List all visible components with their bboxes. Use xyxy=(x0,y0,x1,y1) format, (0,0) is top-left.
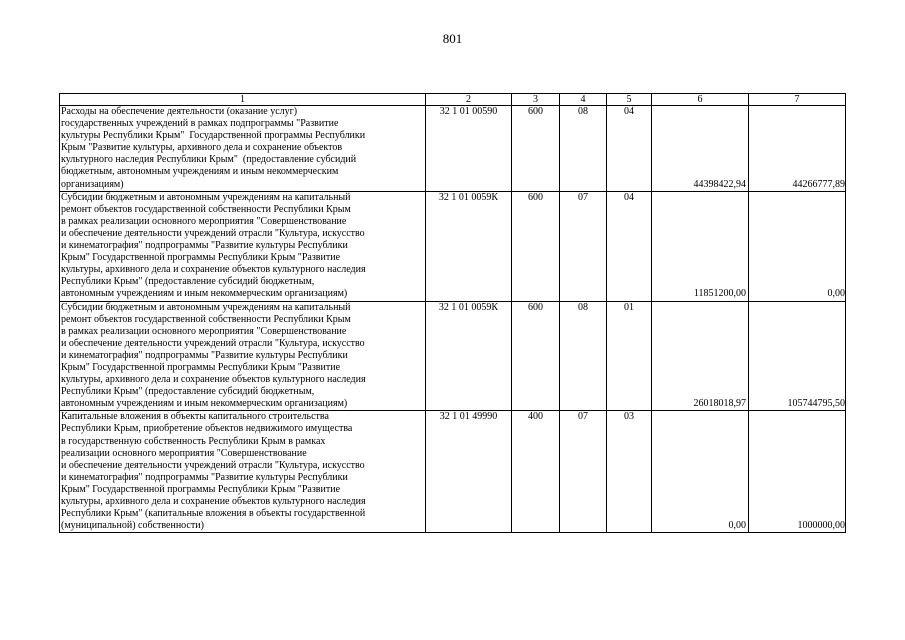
row-amount-col7: 1000000,00 xyxy=(749,411,846,533)
row-amount-col7: 105744795,50 xyxy=(749,301,846,411)
column-header-3: 3 xyxy=(512,94,560,106)
column-header-7: 7 xyxy=(749,94,846,106)
page-number: 801 xyxy=(442,31,463,46)
row-description: Расходы на обеспечение деятельности (оказание услуг) государственных учреждений в рамках подпрограммы "Развитие культуры Республики Крым" Государственной программы Республики Крым "Развитие культуры, архивного дела и сохранение объектов культурного наследия Республики Крым" (предоставление субсидий бюджетным, автономным учреждениям и иным некоммерческим организациям) xyxy=(60,106,426,192)
row-amount-col6: 44398422,94 xyxy=(652,106,749,192)
row-amount-col7: 44266777,89 xyxy=(749,106,846,192)
column-header-5: 5 xyxy=(607,94,652,106)
table-row xyxy=(60,106,846,192)
row-subsection: 04 xyxy=(607,106,652,192)
table-row xyxy=(60,191,846,301)
row-amount-col7: 0,00 xyxy=(749,191,846,301)
row-section: 07 xyxy=(560,411,607,533)
table-header-row xyxy=(60,94,846,106)
row-description: Субсидии бюджетным и автономным учреждениям на капитальный ремонт объектов государственной собственности Республики Крым в рамках реализации основного мероприятия "Совершенствование и обеспечение деятельности учреждений отрасли "Культура, искусство и кинематография" подпрограммы "Развитие культуры Республики Крым" Государственной программы Республики Крым "Развитие культуры, архивного дела и сохранение объектов культурного наследия Республики Крым" (предоставление субсидий бюджетным, автономным учреждениям и иным некоммерческим организациям) xyxy=(60,191,426,301)
row-subsection: 04 xyxy=(607,191,652,301)
row-section: 08 xyxy=(560,106,607,192)
column-header-6: 6 xyxy=(652,94,749,106)
column-header-1: 1 xyxy=(60,94,426,106)
row-program-code: 32 1 01 0059К xyxy=(426,191,512,301)
row-expense-type: 600 xyxy=(512,301,560,411)
row-program-code: 32 1 01 00590 xyxy=(426,106,512,192)
row-amount-col6: 26018018,97 xyxy=(652,301,749,411)
row-description: Субсидии бюджетным и автономным учреждениям на капитальный ремонт объектов государственной собственности Республики Крым в рамках реализации основного мероприятия "Совершенствование и обеспечение деятельности учреждений отрасли "Культура, искусство и кинематография" подпрограммы "Развитие культуры Республики Крым" Государственной программы Республики Крым "Развитие культуры, архивного дела и сохранение объектов культурного наследия Республики Крым" (предоставление субсидий бюджетным, автономным учреждениям и иным некоммерческим организациям) xyxy=(60,301,426,411)
row-description: Капитальные вложения в объекты капитального строительства Республики Крым, приобретение объектов недвижимого имущества в государственную собственность Республики Крым в рамках реализации основного мероприятия "Совершенствование и обеспечение деятельности учреждений отрасли "Культура, искусство и кинематография" подпрограммы "Развитие культуры Республики Крым" Государственной программы Республики Крым "Развитие культуры, архивного дела и сохранение объектов культурного наследия Республики Крым" (капитальные вложения в объекты государственной (муниципальной) собственности) xyxy=(60,411,426,533)
budget-table xyxy=(59,93,846,533)
row-section: 07 xyxy=(560,191,607,301)
row-expense-type: 600 xyxy=(512,106,560,192)
row-section: 08 xyxy=(560,301,607,411)
row-expense-type: 400 xyxy=(512,411,560,533)
table-row xyxy=(60,411,846,533)
row-expense-type: 600 xyxy=(512,191,560,301)
column-header-2: 2 xyxy=(426,94,512,106)
row-amount-col6: 0,00 xyxy=(652,411,749,533)
row-amount-col6: 11851200,00 xyxy=(652,191,749,301)
row-program-code: 32 1 01 49990 xyxy=(426,411,512,533)
row-subsection: 03 xyxy=(607,411,652,533)
row-subsection: 01 xyxy=(607,301,652,411)
column-header-4: 4 xyxy=(560,94,607,106)
row-program-code: 32 1 01 0059К xyxy=(426,301,512,411)
table-row xyxy=(60,301,846,411)
